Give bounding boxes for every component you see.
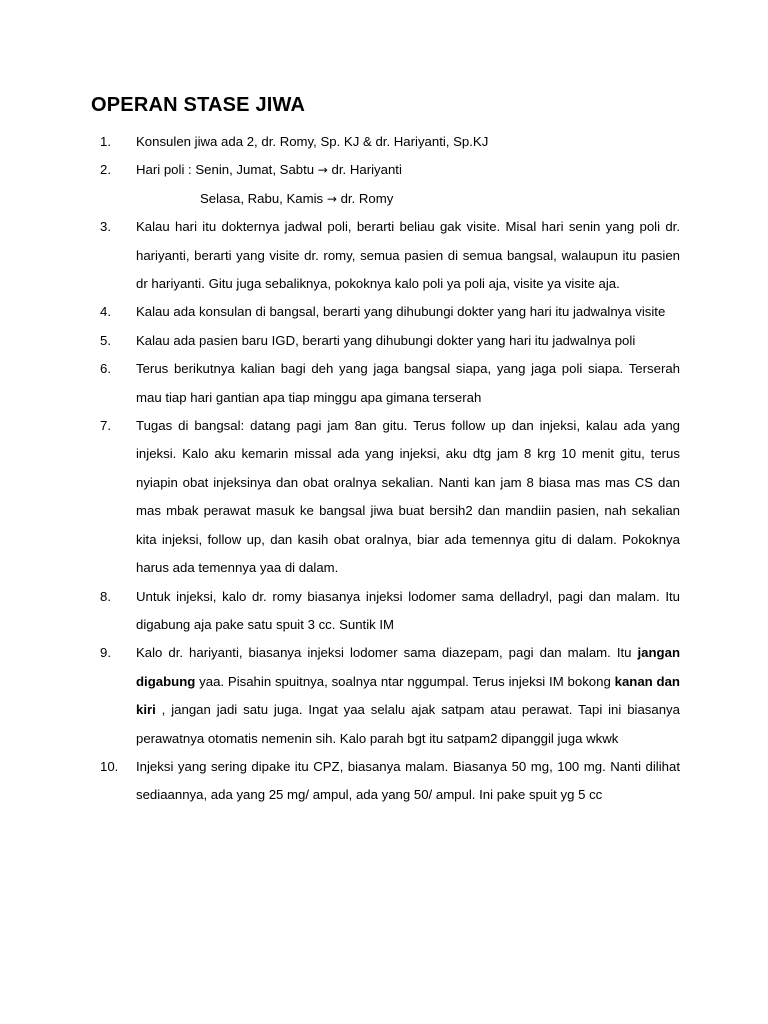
list-item-text: Tugas di bangsal: datang pagi jam 8an gitu. Terus follow up dan injeksi, kalau ada yang injeksi. Kalo aku kemarin missal ada yang injeksi, aku dtg jam 8 krg 10 menit gitu, terus nyiapin obat injeksinya dan obat oralnya sekalian. Nanti kan jam 8 biasa mas mas CS dan mas mbak perawat masuk ke bangsal jiwa buat bersih2 dan mandiin pasien, nah sekalian kita injeksi, follow up, dan kasih obat oralnya, biar ada temennya gitu di dalam. Pokoknya harus ada temennya yaa di dalam. <box>136 418 680 576</box>
list-item <box>100 128 680 156</box>
list-item-text: Terus berikutnya kalian bagi deh yang jaga bangsal siapa, yang jaga poli siapa. Terserah mau tiap hari gantian apa tiap minggu apa gimana terserah <box>136 361 680 405</box>
list-item-text: Konsulen jiwa ada 2, dr. Romy, Sp. KJ & dr. Hariyanti, Sp.KJ <box>136 134 489 149</box>
list-item <box>100 298 680 326</box>
schedule-days-1: Hari poli : Senin, Jumat, Sabtu <box>136 162 315 178</box>
schedule-line-2 <box>136 185 680 213</box>
list-number: 5. <box>100 332 111 348</box>
list-item <box>100 412 680 582</box>
schedule-doctor-2: dr. Romy <box>340 190 394 206</box>
list-item <box>100 213 680 298</box>
list-number: 7. <box>100 418 111 434</box>
list-number: 2. <box>100 162 111 178</box>
text-run: yaa. Pisahin spuitnya, soalnya ntar nggumpal. Terus injeksi IM bokong <box>195 673 615 689</box>
list-item <box>100 753 680 810</box>
list-item <box>100 156 680 213</box>
list-item <box>100 327 680 355</box>
list-item-text: Untuk injeksi, kalo dr. romy biasanya injeksi lodomer sama delladryl, pagi dan malam. Itu digabung aja pake satu spuit 3 cc. Suntik IM <box>136 588 680 632</box>
list-item <box>100 639 680 753</box>
text-run: Kalo dr. hariyanti, biasanya injeksi lodomer sama diazepam, pagi dan malam. Itu <box>136 645 638 661</box>
schedule-line-1 <box>136 162 402 177</box>
bold-emphasis: jangan digabung <box>136 645 680 689</box>
text-run: , jangan jadi satu juga. Ingat yaa selalu ajak satpam atau perawat. Tapi ini biasanya perawatnya otomatis nemenin sih. Kalo parah bgt itu satpam2 dipanggil juga wkwk <box>136 702 680 746</box>
list-number: 10. <box>100 758 119 774</box>
list-item-text <box>136 156 680 213</box>
arrow-icon: → <box>317 163 328 178</box>
list-number: 6. <box>100 361 111 377</box>
document-title: OPERAN STASE JIWA <box>91 94 306 116</box>
list-item-text <box>136 639 680 753</box>
list-item-text: Kalau ada konsulan di bangsal, berarti yang dihubungi dokter yang hari itu jadwalnya visite <box>136 304 666 320</box>
list-number: 1. <box>100 134 111 149</box>
list-number: 8. <box>100 588 111 604</box>
list-number: 4. <box>100 304 111 320</box>
list-number: 9. <box>100 645 111 661</box>
schedule-days-2: Selasa, Rabu, Kamis <box>200 190 324 206</box>
list-number: 3. <box>100 219 111 235</box>
schedule-doctor-1: dr. Hariyanti <box>331 162 402 178</box>
list-item-text: Injeksi yang sering dipake itu CPZ, biasanya malam. Biasanya 50 mg, 100 mg. Nanti dilihat sediaannya, ada yang 25 mg/ ampul, ada yang 50/ ampul. Ini pake spuit yg 5 cc <box>136 758 680 803</box>
list-item <box>100 355 680 412</box>
numbered-list <box>100 128 680 810</box>
list-item-text: Kalau ada pasien baru IGD, berarti yang dihubungi dokter yang hari itu jadwalnya poli <box>136 332 636 348</box>
arrow-icon: → <box>326 191 337 206</box>
bold-emphasis: kanan dan kiri <box>136 673 680 718</box>
list-item-text: Kalau hari itu dokternya jadwal poli, berarti beliau gak visite. Misal hari senin yang poli dr. hariyanti, berarti yang visite dr. romy, semua pasien di semua bangsal, walaupun itu pasien dr hariyanti. Gitu juga sebaliknya, pokoknya kalo poli ya poli aja, visite ya visite aja. <box>136 219 680 292</box>
list-item <box>100 583 680 640</box>
